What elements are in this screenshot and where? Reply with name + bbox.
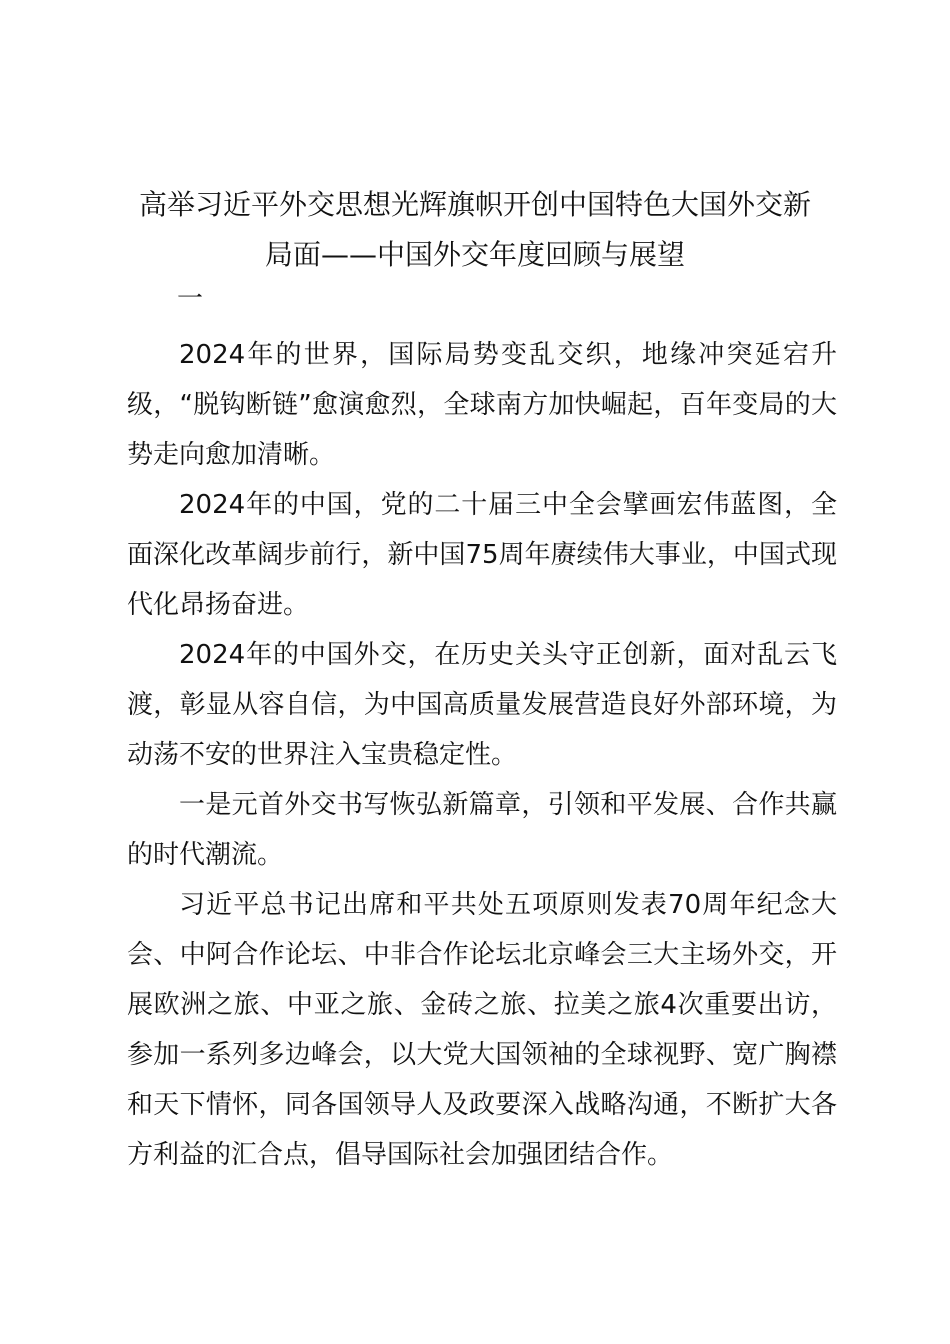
document-body — [127, 330, 837, 1180]
paragraph: 2024年的中国外交，在历史关头守正创新，面对乱云飞渡，彰显从容自信，为中国高质量发展营造良好外部环境，为动荡不安的世界注入宝贵稳定性。 — [127, 640, 837, 770]
paragraph: 一是元首外交书写恢弘新篇章，引领和平发展、合作共赢的时代潮流。 — [127, 790, 837, 870]
title-line-2: 局面——中国外交年度回顾与展望 — [264, 238, 685, 271]
paragraph: 2024年的中国，党的二十届三中全会擘画宏伟蓝图，全面深化改革阔步前行，新中国75周年赓续伟大事业，中国式现代化昂扬奋进。 — [127, 490, 837, 620]
paragraph: 2024年的世界，国际局势变乱交织，地缘冲突延宕升级，“脱钩断链”愈演愈烈，全球南方加快崛起，百年变局的大势走向愈加清晰。 — [127, 340, 837, 470]
document-title — [100, 180, 850, 280]
section-marker: 一 — [177, 284, 204, 314]
title-line-1: 高举习近平外交思想光辉旗帜开创中国特色大国外交新 — [138, 188, 811, 221]
paragraph: 习近平总书记出席和平共处五项原则发表70周年纪念大会、中阿合作论坛、中非合作论坛北京峰会三大主场外交，开展欧洲之旅、中亚之旅、金砖之旅、拉美之旅4次重要出访，参加一系列多边峰会，以大党大国领袖的全球视野、宽广胸襟和天下情怀，同各国领导人及政要深入战略沟通，不断扩大各方利益的汇合点，倡导国际社会加强团结合作。 — [127, 890, 837, 1170]
